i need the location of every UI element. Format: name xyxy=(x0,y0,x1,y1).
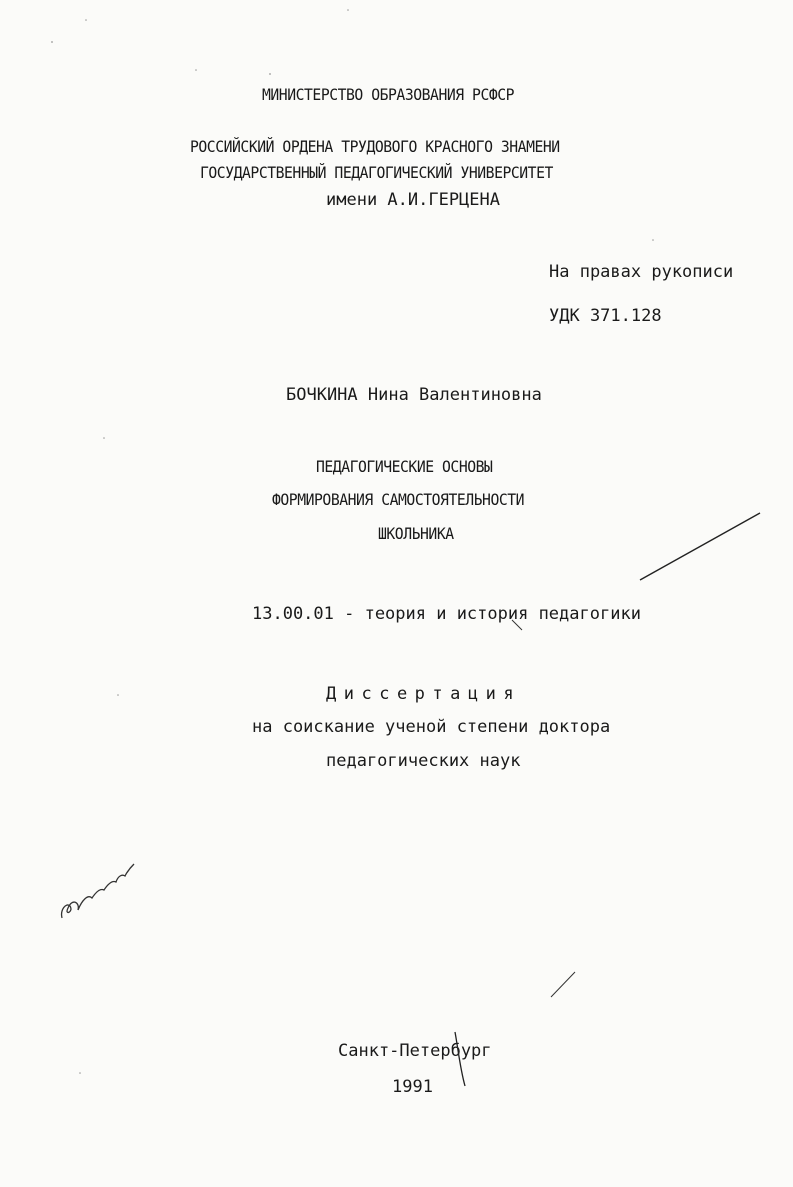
degree-line-3: педагогических наук xyxy=(326,751,521,771)
dissertation-title-line-1: ПЕДАГОГИЧЕСКИЕ ОСНОВЫ xyxy=(316,457,493,476)
specialty-code: 13.00.01 - теория и история педагогики xyxy=(252,604,641,624)
dissertation-title-line-3: ШКОЛЬНИКА xyxy=(378,524,454,543)
dissertation-label: Диссертация xyxy=(326,684,522,704)
dissertation-title-line-2: ФОРМИРОВАНИЯ САМОСТОЯТЕЛЬНОСТИ xyxy=(272,490,525,509)
city: Санкт-Петербург xyxy=(338,1041,492,1061)
manuscript-rights-note: На правах рукописи xyxy=(549,262,734,282)
university-name-line-2: ГОСУДАРСТВЕННЫЙ ПЕДАГОГИЧЕСКИЙ УНИВЕРСИТЕТ xyxy=(200,163,553,182)
diagonal-pen-stroke xyxy=(640,513,760,580)
university-name-line-1: РОССИЙСКИЙ ОРДЕНА ТРУДОВОГО КРАСНОГО ЗНАМЕНИ xyxy=(190,137,560,156)
ministry-heading: МИНИСТЕРСТВО ОБРАЗОВАНИЯ РСФСР xyxy=(262,85,515,104)
year: 1991 xyxy=(392,1077,433,1097)
university-name-line-3: имени А.И.ГЕРЦЕНА xyxy=(326,190,500,210)
short-pen-stroke xyxy=(551,972,575,997)
udc-code: УДК 371.128 xyxy=(549,306,662,326)
handwritten-signature xyxy=(62,864,134,918)
degree-line-2: на соискание ученой степени доктора xyxy=(252,717,611,737)
author-name: БОЧКИНА Нина Валентиновна xyxy=(286,385,542,405)
